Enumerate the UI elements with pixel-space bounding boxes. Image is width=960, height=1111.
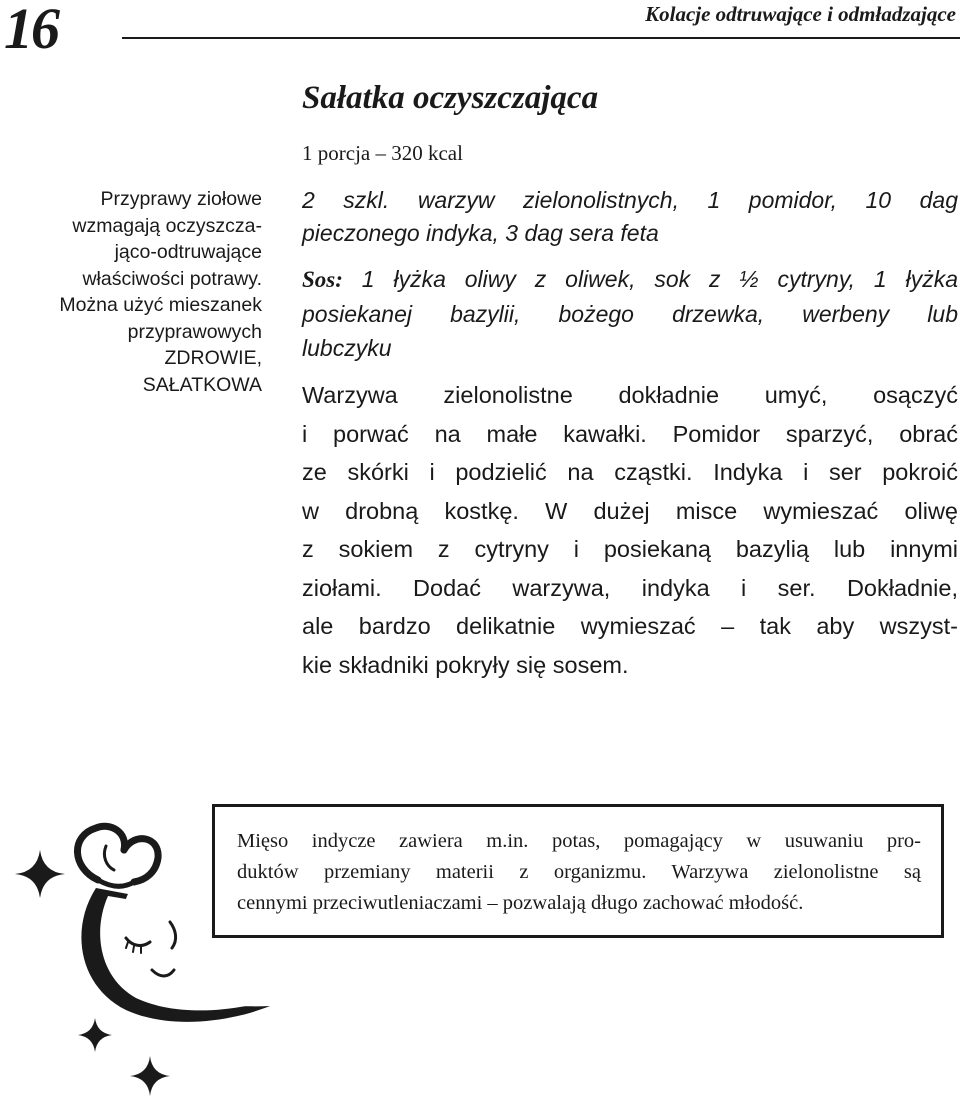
sidebar-line: jąco-odtruwające [114, 241, 262, 263]
sidebar-line: właściwości potrawy. [82, 267, 262, 290]
sidebar-line: SAŁATKOWA [142, 373, 262, 396]
note-line: duktów przemiany materii z organizmu. Warzywa zielonolistne są [237, 861, 921, 883]
method-line: Warzywa zielonolistne dokładnie umyć, osączyć [302, 382, 958, 408]
crescent-moon-icon [81, 888, 270, 1022]
note-line: cennymi przeciwutleniaczami – pozwalają długo zachować młodość. [237, 892, 804, 914]
sparkle-icon [130, 1056, 170, 1096]
ingredients-line: 2 szkl. warzyw zielonolistnych, 1 pomidor, 10 dag [302, 187, 958, 213]
running-head: Kolacje odtruwające i odmładzające [639, 2, 956, 27]
sidebar-line: Można użyć mieszanek [59, 294, 262, 316]
method-line: ziołami. Dodać warzywa, indyka i ser. Dokładnie, [302, 574, 958, 601]
sleeping-moon-chef-illustration [0, 810, 300, 1111]
recipe-column [302, 76, 958, 684]
chef-hat-icon [77, 826, 158, 886]
header-rule [122, 37, 960, 39]
portion-info: 1 porcja – 320 kcal [302, 141, 463, 165]
ingredients-list [302, 184, 958, 250]
sauce-section [302, 262, 958, 365]
sidebar-line: przyprawowych [127, 320, 262, 343]
sauce-line: lubczyku [302, 335, 392, 361]
method-line: z sokiem z cytryny i posiekaną bazylią lub innymi [302, 536, 958, 562]
sidebar-tip [20, 186, 262, 398]
sparkle-icon [15, 850, 65, 898]
sauce-line [302, 262, 958, 297]
sidebar-line: Przyprawy ziołowe [100, 188, 262, 210]
sauce-text: 1 łyżka oliwy z oliwek, sok z ½ cytryny, 1 łyżka [342, 266, 958, 292]
recipe-title: Sałatka oczyszczająca [302, 80, 599, 116]
sidebar-line: ZDROWIE, [164, 347, 262, 369]
preparation-method [302, 376, 958, 684]
method-line: ale bardzo delikatnie wymieszać – tak aby wszyst- [302, 613, 958, 639]
ingredients-line: pieczonego indyka, 3 dag sera feta [302, 220, 659, 246]
note-line: Mięso indycze zawiera m.in. potas, pomagający w usuwaniu pro- [237, 830, 921, 852]
method-line: i porwać na małe kawałki. Pomidor sparzyć, obrać [302, 420, 958, 447]
page-number: 16 [4, 0, 58, 61]
method-line: ze skórki i podzielić na cząstki. Indyka i ser pokroić [302, 459, 958, 485]
method-line: kie składniki pokryły się sosem. [302, 651, 629, 678]
method-line: w drobną kostkę. W dużej misce wymieszać oliwę [302, 497, 958, 524]
nutrition-note-box [212, 804, 944, 938]
sparkle-icon [78, 1018, 112, 1052]
sauce-line: posiekanej bazylii, bożego drzewka, werbeny lub [302, 301, 958, 327]
sauce-label: Sos: [302, 267, 343, 292]
sidebar-line: wzmagają oczyszcza- [72, 214, 262, 237]
